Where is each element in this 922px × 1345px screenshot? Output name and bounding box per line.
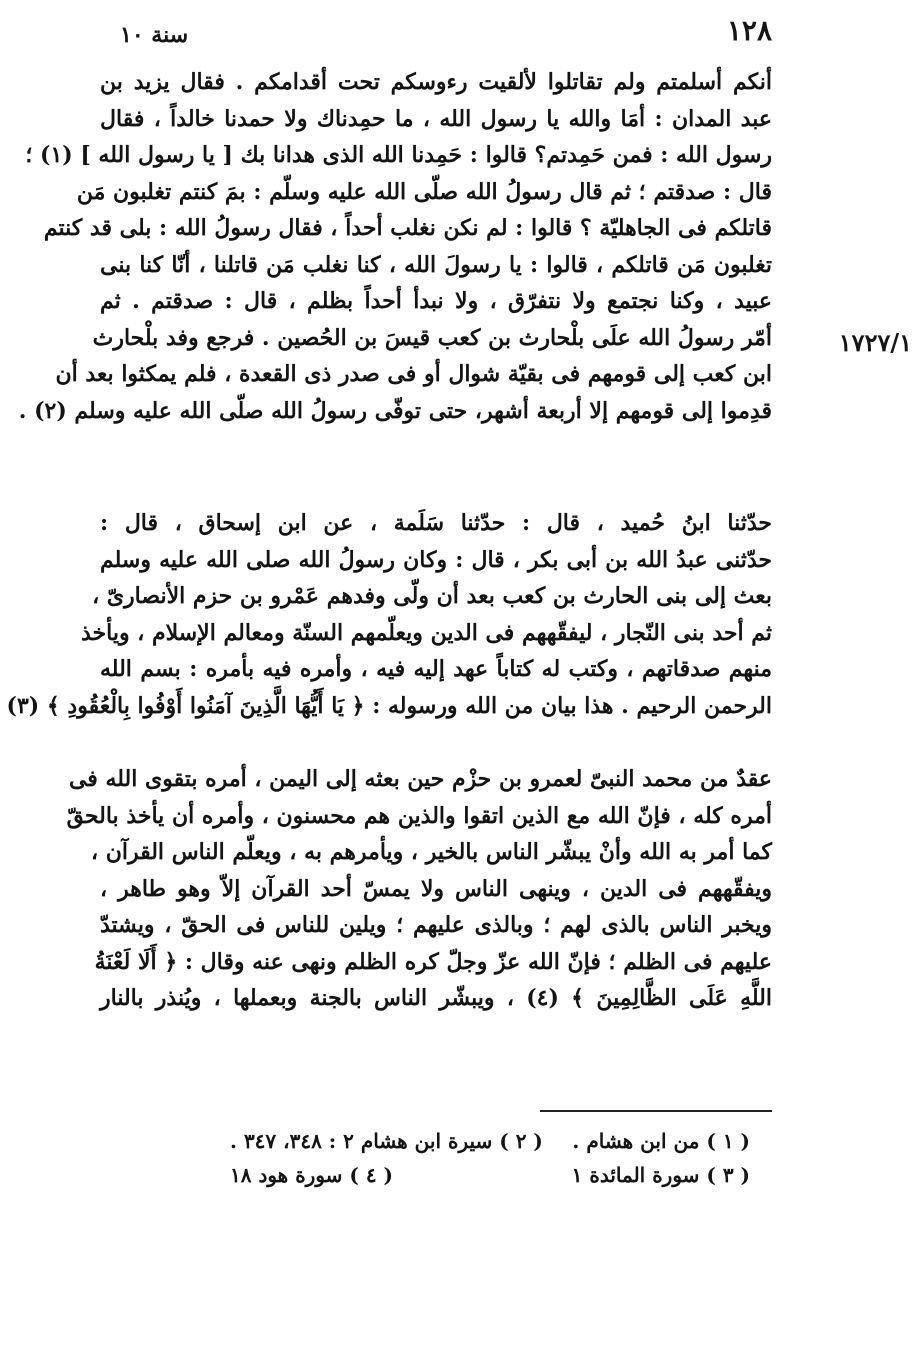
text-line: الرحمن الرحيم . هذا بيان من الله ورسوله : ﴿ يَا أَيُّهَا الَّذِينَ آمَنُوا أَوْفُوا بِالْعُقُودِ ﴾ (٣) (6, 692, 772, 719)
footnote-row (230, 1124, 750, 1158)
footnote-4: ( ٤ ) سورة هود ١٨ (230, 1163, 393, 1187)
footnote-1: ( ١ ) من ابن هشام . (572, 1129, 750, 1153)
text-line: ثم أحد بنى النّجار ، ليفقّههم فى الدين ويعلّمهم السنّة ومعالم الإسلام ، ويأخذ (80, 619, 772, 646)
text-line: أمره كله ، فإنّ الله مع الذين اتقوا والذين هم محسنون ، وأمره أن يأخذ بالحقّ (66, 802, 772, 829)
text-line: كما أمر به الله وأنْ يبشّر الناس بالخير ، ويأمرهم به ، ويعلّم الناس القرآن ، (90, 839, 772, 865)
text-line: حدّثنا ابنُ حُميد ، قال : حدّثنا سَلَمة ، عن ابن إسحاق ، قال : (100, 510, 772, 536)
text-line: عبيد ، وكنا نجتمع ولا نتفرّق ، ولا نبدأ أحداً بظلم ، قال : صدقتم . ثم (100, 288, 772, 314)
text-line: ويخبر الناس بالذى لهم ؛ وبالذى عليهم ؛ ويلين للناس فى الحقّ ، ويشتدّ (100, 912, 772, 938)
footnotes (230, 1124, 750, 1192)
footnote-divider (540, 1110, 772, 1112)
text-line: ويفقّههم فى الدين ، وينهى الناس ولا يمسّ أحد القرآن إلاّ وهو طاهر ، (100, 875, 772, 902)
text-line: منهم صدقاتهم ، وكتب له كتاباً عهد إليه فيه ، وأمره فيه بأمره : بسم الله (100, 656, 772, 682)
page-header (100, 14, 772, 54)
text-line: عبد المدان : أمَا والله يا رسول الله ، ما حمِدناك ولا حمدنا خالداً ، فقال (100, 105, 772, 132)
footnote-3: ( ٣ ) سورة المائدة ١ (571, 1163, 750, 1187)
paragraph-1 (18, 64, 772, 429)
text-line: قاتلكم فى الجاهليّة ؟ قالوا : لم نكن نغلب أحداً ، فقال رسولُ الله : بلى قد كنتم (43, 215, 772, 241)
text-line: عقدٌ من محمد النبىّ لعمرو بن حزْم حين بعثه إلى اليمن ، أمره بتقوى الله فى (68, 766, 772, 792)
text-line: بعث إلى بنى الحارث بن كعب بعد أن ولّى وفدهم عَمْرو بن حزم الأنصارىّ ، (92, 583, 772, 609)
text-line: عليهم فى الظلم ؛ فإنّ الله عزّ وجلّ كره الظلم ونهى عنه وقال : ﴿ أَلَا لَعْنَةُ (94, 948, 772, 975)
text-line: قدِموا إلى قومهم إلا أربعة أشهر، حتى توفّى رسولُ الله صلّى الله عليه وسلم (٢) . (18, 397, 772, 424)
paragraph-3 (66, 761, 772, 1017)
text-line: قال : صدقتم ؛ ثم قال رسولُ الله صلّى الله عليه وسلّم : بمَ كنتم تغلبون مَن (76, 178, 772, 205)
text-line: ابن كعب إلى قومهم فى بقيّة شوال أو فى صدر ذى القعدة ، فلم يمكثوا بعد أن (55, 361, 772, 387)
running-head-year: سنة ١٠ (120, 22, 189, 48)
text-line: رسول الله : فمن حَمِدتم؟ قالوا : حَمِدنا الله الذى هدانا بك [ يا رسول الله ] (١) ؛ (25, 142, 772, 168)
text-line: حدّثنى عبدُ الله بن أبى بكر ، قال : وكان رسولُ الله صلى الله عليه وسلم (100, 546, 772, 573)
text-line: تغلبون مَن قاتلكم ، قالوا : يا رسولَ الله ، كنا نغلب مَن قاتلنا ، أنّا كنا بنى (100, 251, 772, 278)
paragraph-2 (6, 505, 772, 724)
margin-reference-number: ١٧٢٧/١ (838, 328, 912, 357)
page-number: ١٢٨ (726, 14, 772, 47)
footnote-row (230, 1158, 750, 1192)
footnote-2: ( ٢ ) سيرة ابن هشام ٢ : ٣٤٨، ٣٤٧ . (230, 1129, 543, 1153)
text-line: اللَّهِ عَلَى الظَّالِمِينَ ﴾ (٤) ، ويبشّر الناس بالجنة وبعملها ، ويُنذر بالنار (100, 985, 772, 1011)
text-line: أنكم أسلمتم ولم تقاتلوا لألقيت رءوسكم تحت أقدامكم . فقال يزيد بن (100, 69, 772, 95)
text-line: أمّر رسولُ الله علَى بلْحارث بن كعب قيسَ بن الحُصين . فرجع وفد بلْحارث (92, 324, 772, 351)
